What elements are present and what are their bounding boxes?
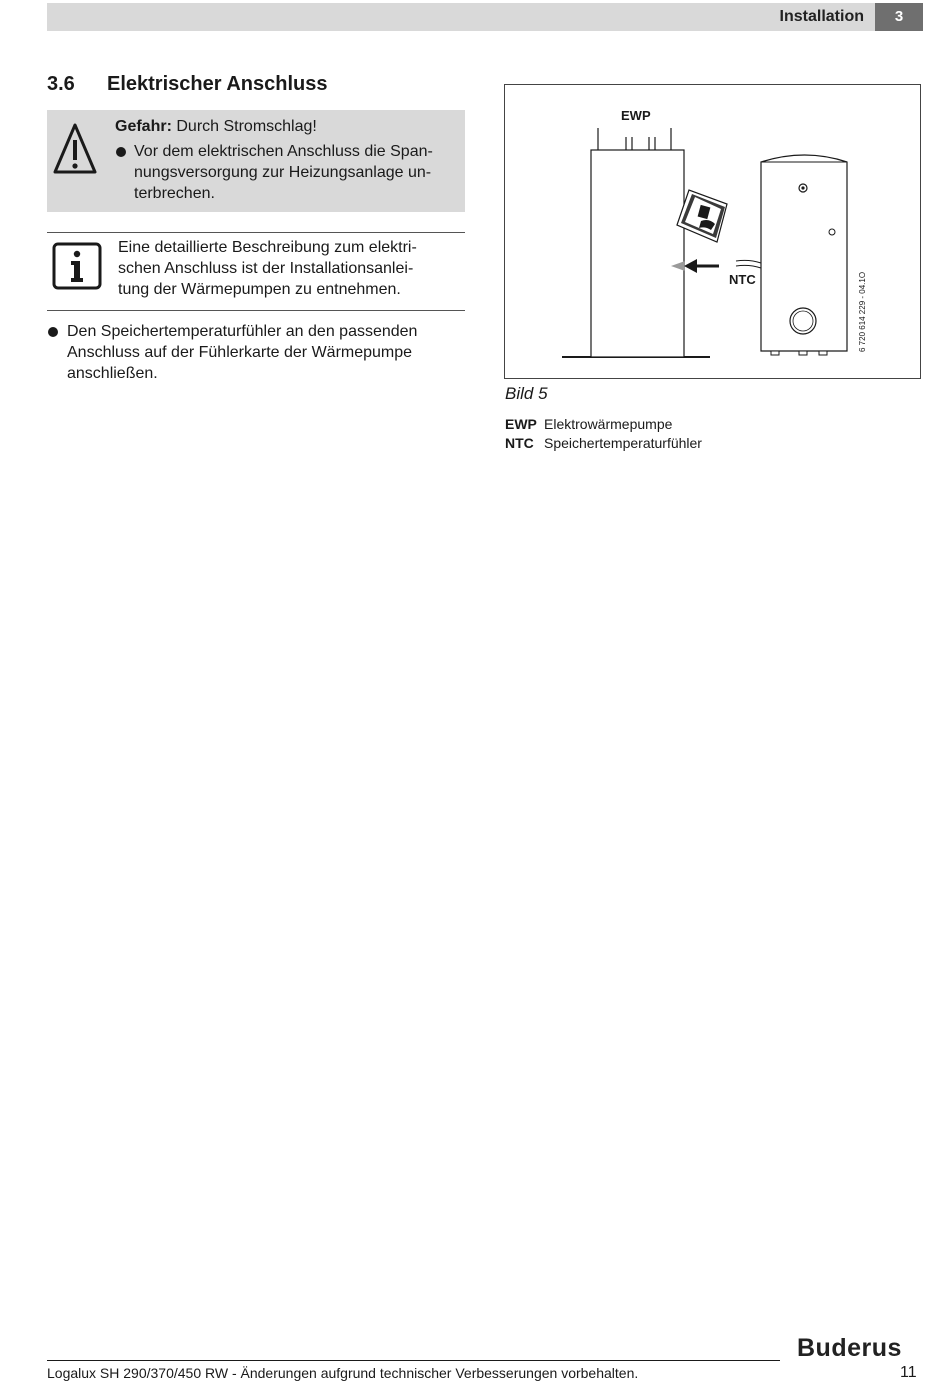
text-line: Den Speichertemperaturfühler an den passenden	[67, 323, 418, 340]
legend-text: Speichertemperaturfühler	[544, 435, 702, 451]
label-ntc: NTC	[729, 272, 756, 287]
info-icon	[52, 242, 102, 290]
section-heading	[47, 73, 327, 96]
divider	[47, 310, 465, 311]
danger-bullet-text	[134, 141, 454, 204]
footer-text: Logalux SH 290/370/450 RW - Änderungen aufgrund technischer Verbesserungen vorbehalten.	[47, 1365, 639, 1381]
drawing-code: 6 720 614 229 - 04.1O	[858, 271, 867, 352]
brand-logo: Buderus	[797, 1334, 902, 1362]
heat-pump-body	[591, 150, 684, 357]
text-line: anschließen.	[67, 365, 158, 382]
figure-caption: Bild 5	[505, 384, 548, 403]
text-line: Anschluss auf der Fühlerkarte der Wärmepumpe	[67, 344, 413, 361]
text-line: Eine detaillierte Beschreibung zum elektri-	[118, 239, 417, 256]
bullet-icon	[116, 147, 126, 157]
text-line: schen Anschluss ist der Installationsanlei-	[118, 260, 414, 277]
legend-text: Elektrowärmepumpe	[544, 416, 673, 432]
page-number: 11	[900, 1364, 917, 1381]
text-line: terbrechen.	[134, 185, 215, 202]
bullet-icon	[48, 327, 58, 337]
info-text	[118, 237, 458, 300]
text-line: nungsversorgung zur Heizungsanlage un-	[134, 164, 432, 181]
legend-key: NTC	[505, 435, 534, 451]
label-ewp: EWP	[621, 108, 651, 123]
legend-key: EWP	[505, 416, 537, 432]
heat-pump-pipes	[598, 128, 671, 150]
ntc-cable	[736, 260, 761, 268]
text-line: Vor dem elektrischen Anschluss die Span-	[134, 143, 433, 160]
action-text	[67, 321, 457, 384]
footer-divider	[47, 1360, 780, 1361]
warning-triangle-icon	[52, 122, 98, 176]
chapter-number: 3	[875, 3, 923, 31]
danger-text: Durch Stromschlag!	[176, 118, 317, 135]
header-title: Installation	[779, 8, 864, 25]
danger-heading	[115, 116, 317, 137]
divider	[47, 232, 465, 233]
figure-illustration	[505, 85, 920, 378]
danger-label: Gefahr:	[115, 118, 172, 135]
section-title: Elektrischer Anschluss	[107, 73, 328, 95]
text-line: tung der Wärmepumpen zu entnehmen.	[118, 281, 401, 298]
arrow-icon	[684, 259, 697, 273]
legend-row	[505, 415, 672, 434]
section-number: 3.6	[47, 73, 75, 95]
legend-row	[505, 434, 702, 453]
